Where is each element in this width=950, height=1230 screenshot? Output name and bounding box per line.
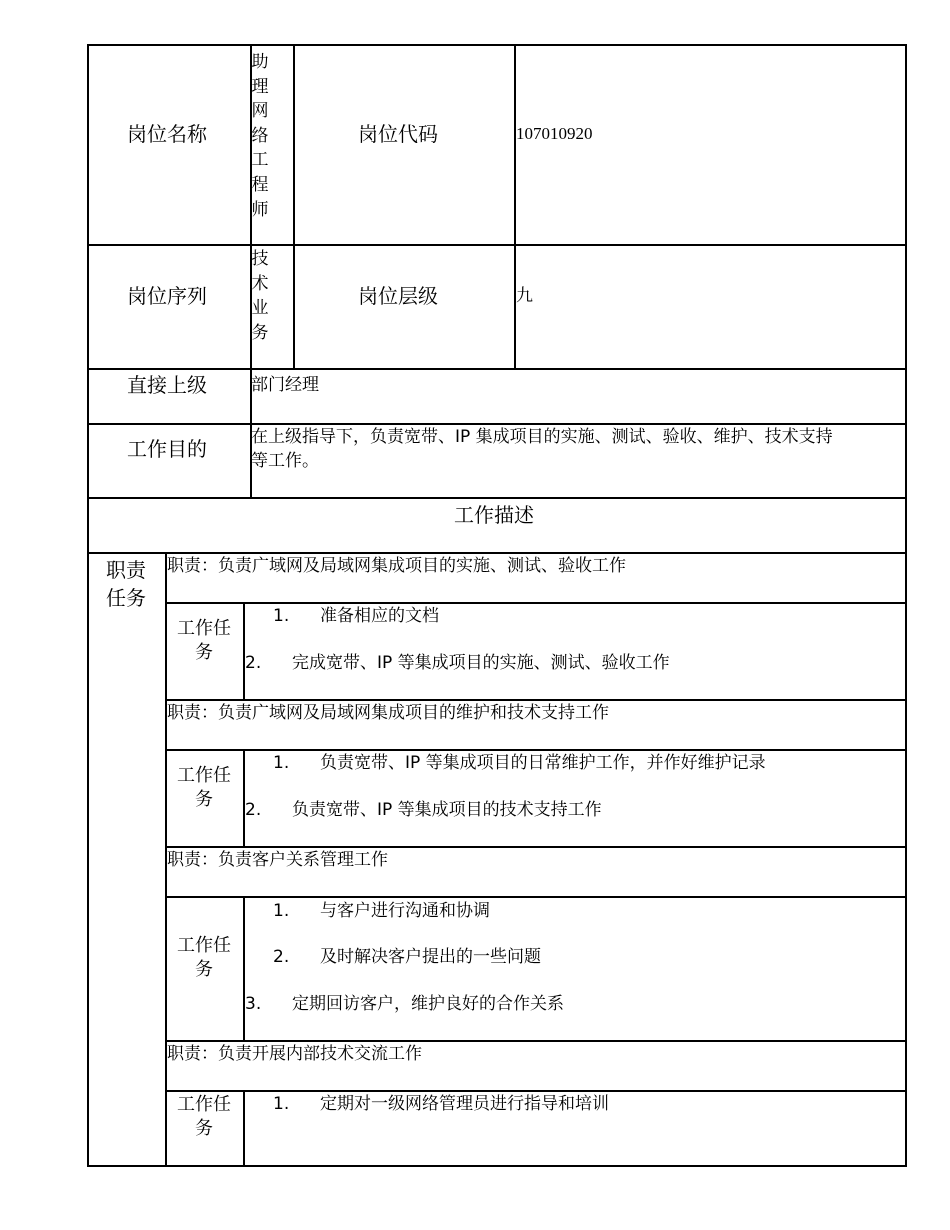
- task-number: 1.: [273, 606, 290, 626]
- value-direct-superior: 部门经理: [251, 375, 319, 395]
- value-job-purpose-line2: 等工作。: [251, 451, 319, 471]
- label-job-level: 岗位层级: [358, 284, 438, 308]
- value-job-code: 107010920: [516, 124, 593, 143]
- section-title-job-description: 工作描述: [454, 503, 534, 527]
- label-job-series: 岗位序列: [127, 284, 207, 308]
- label-job-purpose: 工作目的: [127, 437, 207, 461]
- row-divider: [87, 497, 907, 499]
- col-divider: [514, 44, 516, 369]
- task-number: 1.: [273, 901, 290, 921]
- task-text: 准备相应的文档: [320, 606, 439, 626]
- value-job-purpose-line1: 在上级指导下，负责宽带、IP 集成项目的实施、测试、验收、维护、技术支持: [251, 427, 833, 447]
- value-job-level: 九: [516, 286, 533, 306]
- task-number: 2.: [273, 947, 290, 967]
- task-number: 1.: [273, 1094, 290, 1114]
- row-divider: [165, 896, 907, 898]
- task-number: 3.: [245, 994, 262, 1014]
- task-label: 务: [195, 789, 213, 810]
- label-job-name: 岗位名称: [127, 122, 207, 146]
- task-text: 定期对一级网络管理员进行指导和培训: [320, 1094, 609, 1114]
- task-label: 工作任: [177, 1094, 231, 1115]
- task-text: 负责宽带、IP 等集成项目的技术支持工作: [292, 800, 602, 820]
- side-label-task: 任务: [106, 586, 146, 610]
- row-divider: [87, 244, 907, 246]
- value-job-name: 助理网络工程师: [251, 52, 269, 220]
- side-label-duty: 职责: [106, 558, 146, 582]
- task-text: 及时解决客户提出的一些问题: [320, 947, 541, 967]
- label-job-code: 岗位代码: [358, 122, 438, 146]
- row-divider: [165, 1090, 907, 1092]
- task-label: 务: [195, 642, 213, 663]
- col-divider: [243, 749, 245, 847]
- row-divider: [165, 846, 907, 848]
- col-divider: [243, 602, 245, 700]
- task-number: 2.: [245, 653, 262, 673]
- task-text: 负责宽带、IP 等集成项目的日常维护工作，并作好维护记录: [320, 753, 766, 773]
- task-text: 与客户进行沟通和协调: [320, 901, 490, 921]
- col-divider: [293, 44, 295, 369]
- row-divider: [87, 368, 907, 370]
- task-label: 务: [195, 1118, 213, 1139]
- duty-title: 职责：负责开展内部技术交流工作: [167, 1044, 422, 1064]
- value-job-series: 技术业务: [251, 249, 269, 343]
- row-divider: [165, 602, 907, 604]
- task-label: 工作任: [177, 765, 231, 786]
- task-number: 2.: [245, 800, 262, 820]
- task-label: 工作任: [177, 618, 231, 639]
- task-label: 工作任: [177, 935, 231, 956]
- task-text: 定期回访客户，维护良好的合作关系: [292, 994, 564, 1014]
- task-number: 1.: [273, 753, 290, 773]
- duty-title: 职责：负责客户关系管理工作: [167, 850, 388, 870]
- row-divider: [87, 423, 907, 425]
- task-label: 务: [195, 959, 213, 980]
- task-text: 完成宽带、IP 等集成项目的实施、测试、验收工作: [292, 653, 670, 673]
- row-divider: [165, 749, 907, 751]
- duty-title: 职责：负责广域网及局域网集成项目的维护和技术支持工作: [167, 703, 609, 723]
- label-direct-superior: 直接上级: [127, 373, 207, 397]
- row-divider: [165, 699, 907, 701]
- col-divider: [243, 896, 245, 1041]
- row-divider: [165, 1040, 907, 1042]
- duty-title: 职责：负责广域网及局域网集成项目的实施、测试、验收工作: [167, 556, 626, 576]
- col-divider: [243, 1090, 245, 1167]
- row-divider: [87, 552, 907, 554]
